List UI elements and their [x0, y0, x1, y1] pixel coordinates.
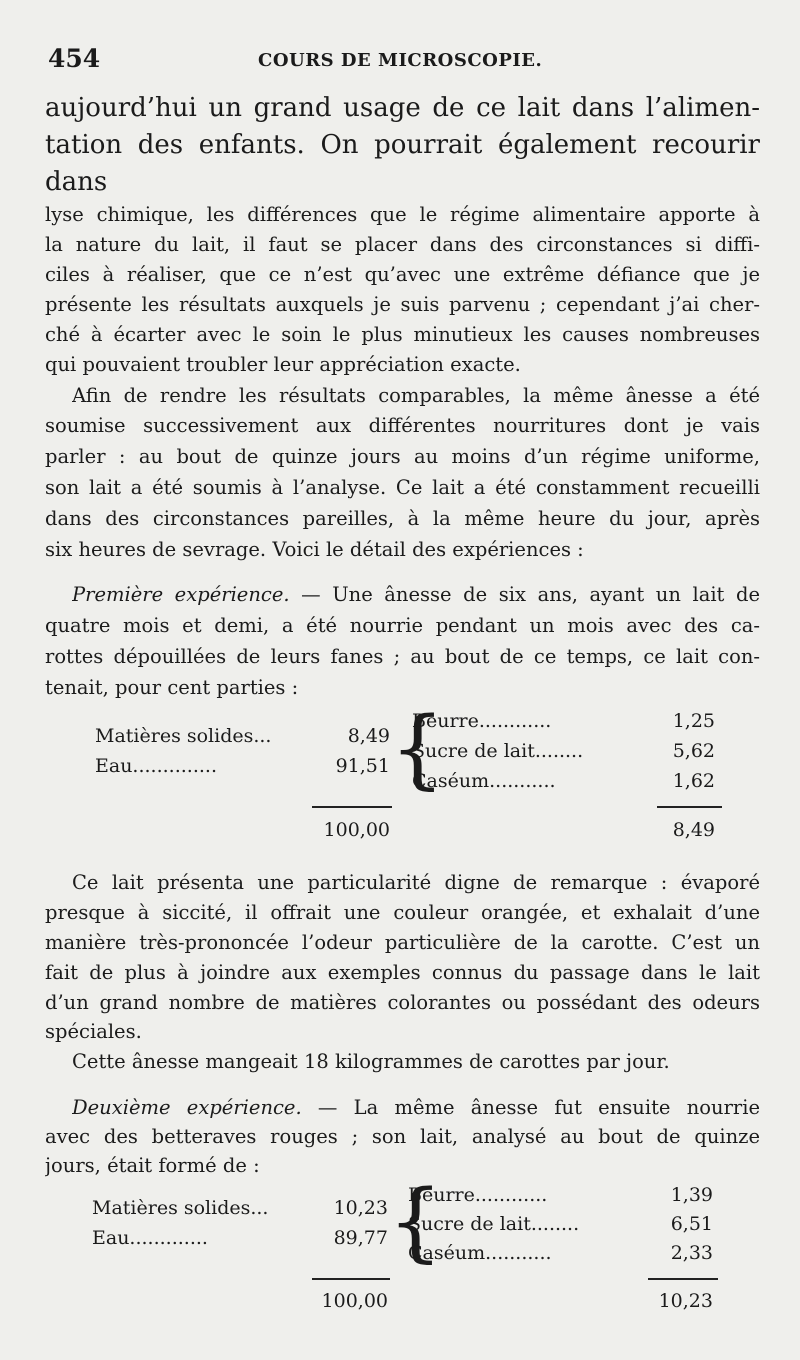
table-value: 10,23: [333, 1197, 388, 1219]
text-line: Afin de rendre les résultats comparables, la même ânesse a été: [72, 384, 760, 407]
table-value: 1,62: [672, 770, 715, 792]
text-fragment: — La même ânesse fut ensuite nourrie: [301, 1096, 760, 1119]
text-line: d’un grand nombre de matières colorantes ou possédant des odeurs: [45, 991, 760, 1014]
text-line: ché à écarter avec le soin le plus minutieux les causes nombreuses: [45, 323, 760, 346]
table-total: 100,00: [323, 819, 390, 841]
table-value: 1,39: [670, 1184, 713, 1206]
sum-rule: [657, 806, 722, 808]
table-label: Beurre............: [408, 1184, 548, 1206]
experiment-heading: Deuxième expérience.: [72, 1096, 302, 1119]
text-line: lyse chimique, les différences que le régime alimentaire apporte à: [45, 203, 760, 226]
text-line: presque à siccité, il offrait une couleur orangée, et exhalait d’une: [45, 901, 760, 924]
table-value: 8,49: [347, 725, 390, 747]
table-value: 6,51: [670, 1213, 713, 1235]
text-fragment: — Une ânesse de six ans, ayant un lait de: [289, 583, 760, 606]
text-line: rottes dépouillées de leurs fanes ; au bout de ce temps, ce lait con-: [45, 645, 760, 668]
composition-table: [0, 1172, 800, 1332]
table-value: 5,62: [672, 740, 715, 762]
text-line: Ce lait présenta une particularité digne de remarque : évaporé: [72, 871, 760, 894]
text-line: quatre mois et demi, a été nourrie pendant un mois avec des ca-: [45, 614, 760, 637]
sum-rule: [312, 806, 392, 808]
text-line: dans des circonstances pareilles, à la même heure du jour, après: [45, 507, 760, 530]
text-line: la nature du lait, il faut se placer dans des circonstances si diffi-: [45, 233, 760, 256]
table-label: Sucre de lait........: [408, 1213, 580, 1235]
experiment-heading: Première expérience.: [72, 583, 290, 606]
table-value: 89,77: [333, 1227, 388, 1249]
text-line: six heures de sevrage. Voici le détail des expériences :: [45, 538, 584, 561]
text-line: ciles à réaliser, que ce n’est qu’avec une extrême défiance que je: [45, 263, 760, 286]
text-line: présente les résultats auxquels je suis parvenu ; cependant j’ai cher-: [45, 293, 760, 316]
intro-line: tation des enfants. On pourrait également recourir dans: [45, 130, 760, 197]
text-line: soumise successivement aux différentes nourritures dont je vais: [45, 414, 760, 437]
table-total: 8,49: [672, 819, 715, 841]
composition-table: [0, 699, 800, 855]
table-total: 10,23: [658, 1290, 713, 1312]
text-line: son lait a été soumis à l’analyse. Ce lait a été constamment recueilli: [45, 476, 760, 499]
table-label: Matières solides...: [95, 725, 272, 747]
text-line: Cette ânesse mangeait 18 kilogrammes de carottes par jour.: [72, 1050, 670, 1073]
sum-rule: [648, 1278, 718, 1280]
table-value: 91,51: [335, 755, 390, 777]
table-value: 1,25: [672, 710, 715, 732]
page-number: 454: [48, 44, 101, 73]
text-line: spéciales.: [45, 1020, 142, 1043]
text-line: manière très-prononcée l’odeur particulière de la carotte. C’est un: [45, 931, 760, 954]
text-line: fait de plus à joindre aux exemples connus du passage dans le lait: [45, 961, 760, 984]
table-label: Eau..............: [95, 755, 217, 777]
table-value: 2,33: [670, 1242, 713, 1264]
text-line: jours, était formé de :: [45, 1154, 260, 1177]
page-header: [48, 44, 760, 84]
intro-line: aujourd’hui un grand usage de ce lait dans l’alimen-: [45, 93, 760, 123]
brace: {: [390, 699, 445, 799]
experiment-heading-line: [72, 580, 760, 610]
text-line: tenait, pour cent parties :: [45, 676, 299, 699]
brace: {: [388, 1172, 443, 1272]
text-line: avec des betteraves rouges ; son lait, analysé au bout de quinze: [45, 1125, 760, 1148]
text-line: parler : au bout de quinze jours au moins d’un régime uniforme,: [45, 445, 760, 468]
table-label: Eau.............: [92, 1227, 208, 1249]
running-title: COURS DE MICROSCOPIE.: [258, 50, 543, 71]
sum-rule: [312, 1278, 390, 1280]
table-label: Caséum...........: [412, 770, 556, 792]
table-label: Caséum...........: [408, 1242, 552, 1264]
text-line: qui pouvaient troubler leur appréciation exacte.: [45, 353, 521, 376]
experiment-heading-line: [72, 1093, 760, 1123]
table-total: 100,00: [321, 1290, 388, 1312]
table-label: Beurre............: [412, 710, 552, 732]
table-label: Sucre de lait........: [412, 740, 584, 762]
table-label: Matières solides...: [92, 1197, 269, 1219]
